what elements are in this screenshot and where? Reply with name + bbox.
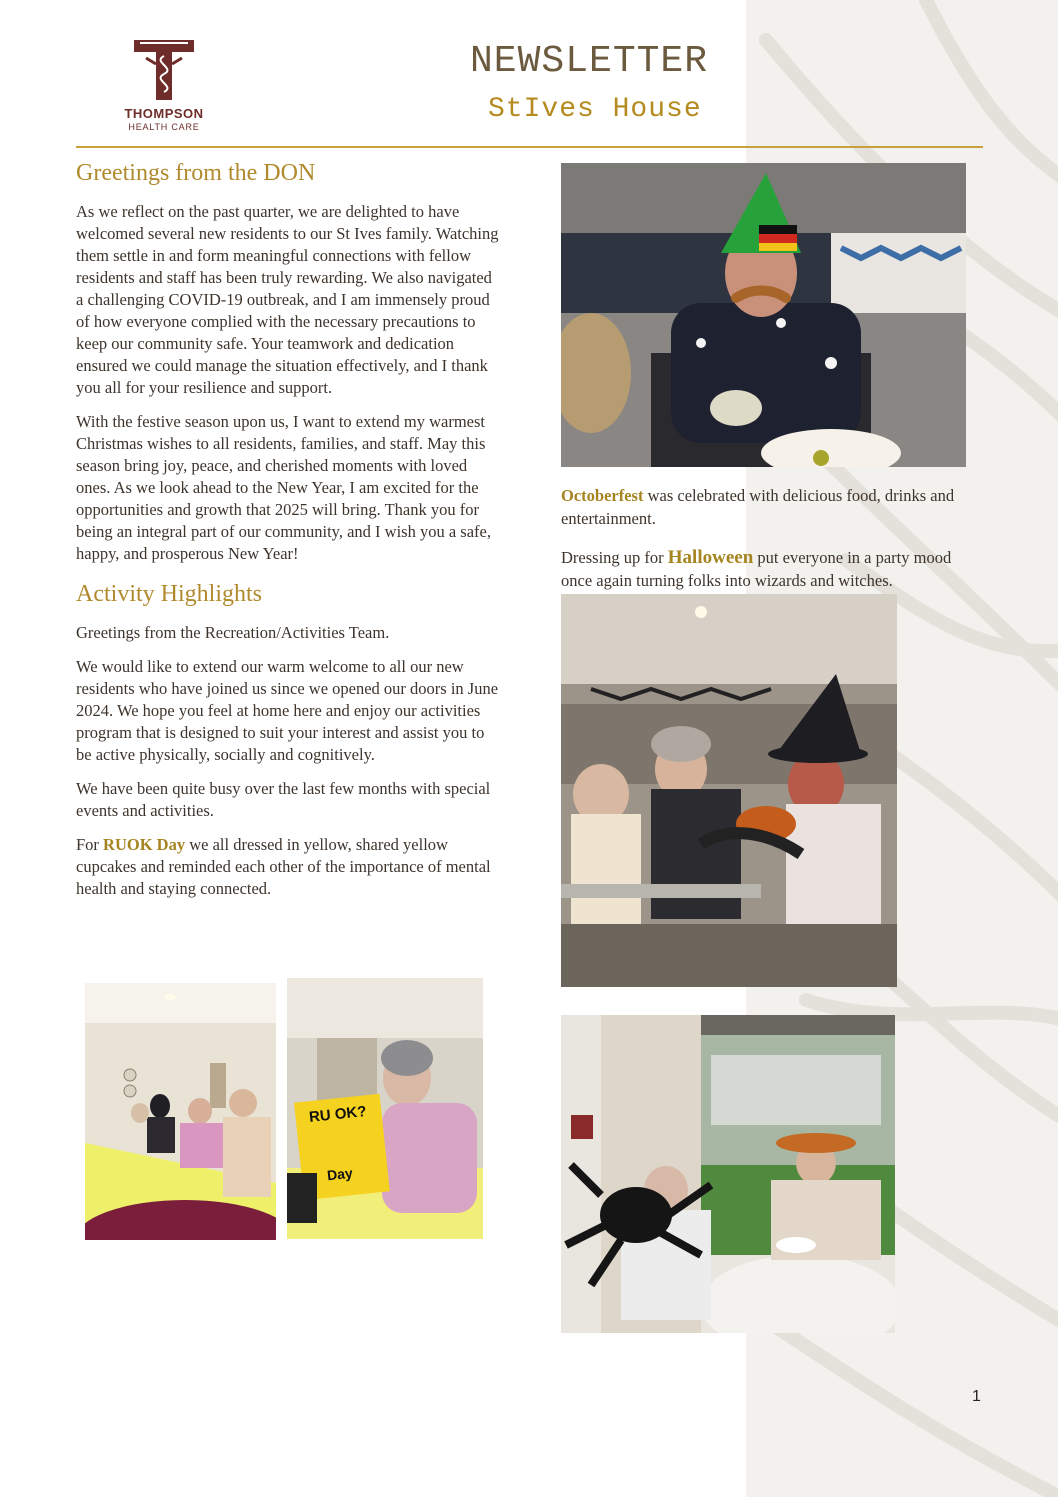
activities-paragraph-3: We have been quite busy over the last few months with special events and activities. — [76, 779, 491, 820]
house-name: StIves House — [488, 94, 702, 125]
activities-heading: Activity Highlights — [76, 581, 262, 607]
halloween-group-photo — [561, 594, 897, 987]
octoberfest-highlight: Octoberfest — [561, 486, 644, 505]
ruok-card-text-bottom: Day — [326, 1164, 354, 1184]
octoberfest-rest: was celebrated with delicious food, drinks and entertainment. — [561, 486, 955, 528]
ruok-highlight: RUOK Day — [103, 835, 186, 854]
ruok-card-text-top: RU OK? — [308, 1103, 368, 1126]
ruok-paragraph — [76, 834, 500, 900]
page-number: 1 — [972, 1388, 981, 1405]
don-paragraph-1: As we reflect on the past quarter, we are delighted to have welcomed several new residents to our St Ives family. Watching them settle in and form meaningful connections with fellow residents and staff has been truly rewarding. We also navigated a challenging COVID-19 outbreak, and I am immensely proud of how everyone complied with the necessary precautions to keep our community safe. Your teamwork and dedication ensured we could manage the situation effectively, and I thank you all for your resilience and support. — [76, 202, 499, 397]
halloween-rest: put everyone in a party mood once again turning folks into wizards and witches. — [561, 548, 952, 590]
thompson-logo — [112, 38, 216, 138]
don-paragraph-2: With the festive season upon us, I want to extend my warmest Christmas wishes to all residents, families, and staff. May this season bring joy, peace, and cherished moments with loved ones. As we look ahead to the New Year, I am excited for the opportunities and growth that 2025 will bring. Thank you for being an integral part of our community, and I wish you a safe, happy, and prosperous New Year! — [76, 412, 491, 563]
halloween-caption — [561, 546, 981, 592]
halloween-prefix: Dressing up for — [561, 548, 668, 567]
halloween-spider-photo — [561, 1015, 895, 1333]
header-divider — [76, 146, 983, 148]
activities-paragraph-1: Greetings from the Recreation/Activities Team. — [76, 623, 390, 642]
ruok-group-photo — [85, 983, 276, 1240]
caduceus-t-icon — [112, 38, 216, 104]
logo-name: THOMPSON — [124, 106, 204, 121]
ruok-sign-photo — [287, 978, 483, 1239]
don-heading: Greetings from the DON — [76, 160, 316, 186]
octoberfest-photo — [561, 163, 966, 467]
ruok-rest: we all dressed in yellow, shared yellow cupcakes and reminded each other of the importance of mental health and staying connected. — [76, 835, 491, 898]
halloween-highlight: Halloween — [667, 547, 754, 568]
logo-subtitle: HEALTH CARE — [128, 122, 200, 132]
ruok-prefix: For — [76, 835, 104, 854]
activities-paragraph-2: We would like to extend our warm welcome to all our new residents who have joined us since we opened our doors in June 2024. We hope you feel at home here and enjoy our activities program that is designed to suit your interest and assist you to be active physically, socially and cognitively. — [76, 657, 499, 764]
newsletter-title: NEWSLETTER — [470, 40, 709, 83]
octoberfest-caption — [561, 484, 981, 530]
left-column — [76, 160, 500, 912]
